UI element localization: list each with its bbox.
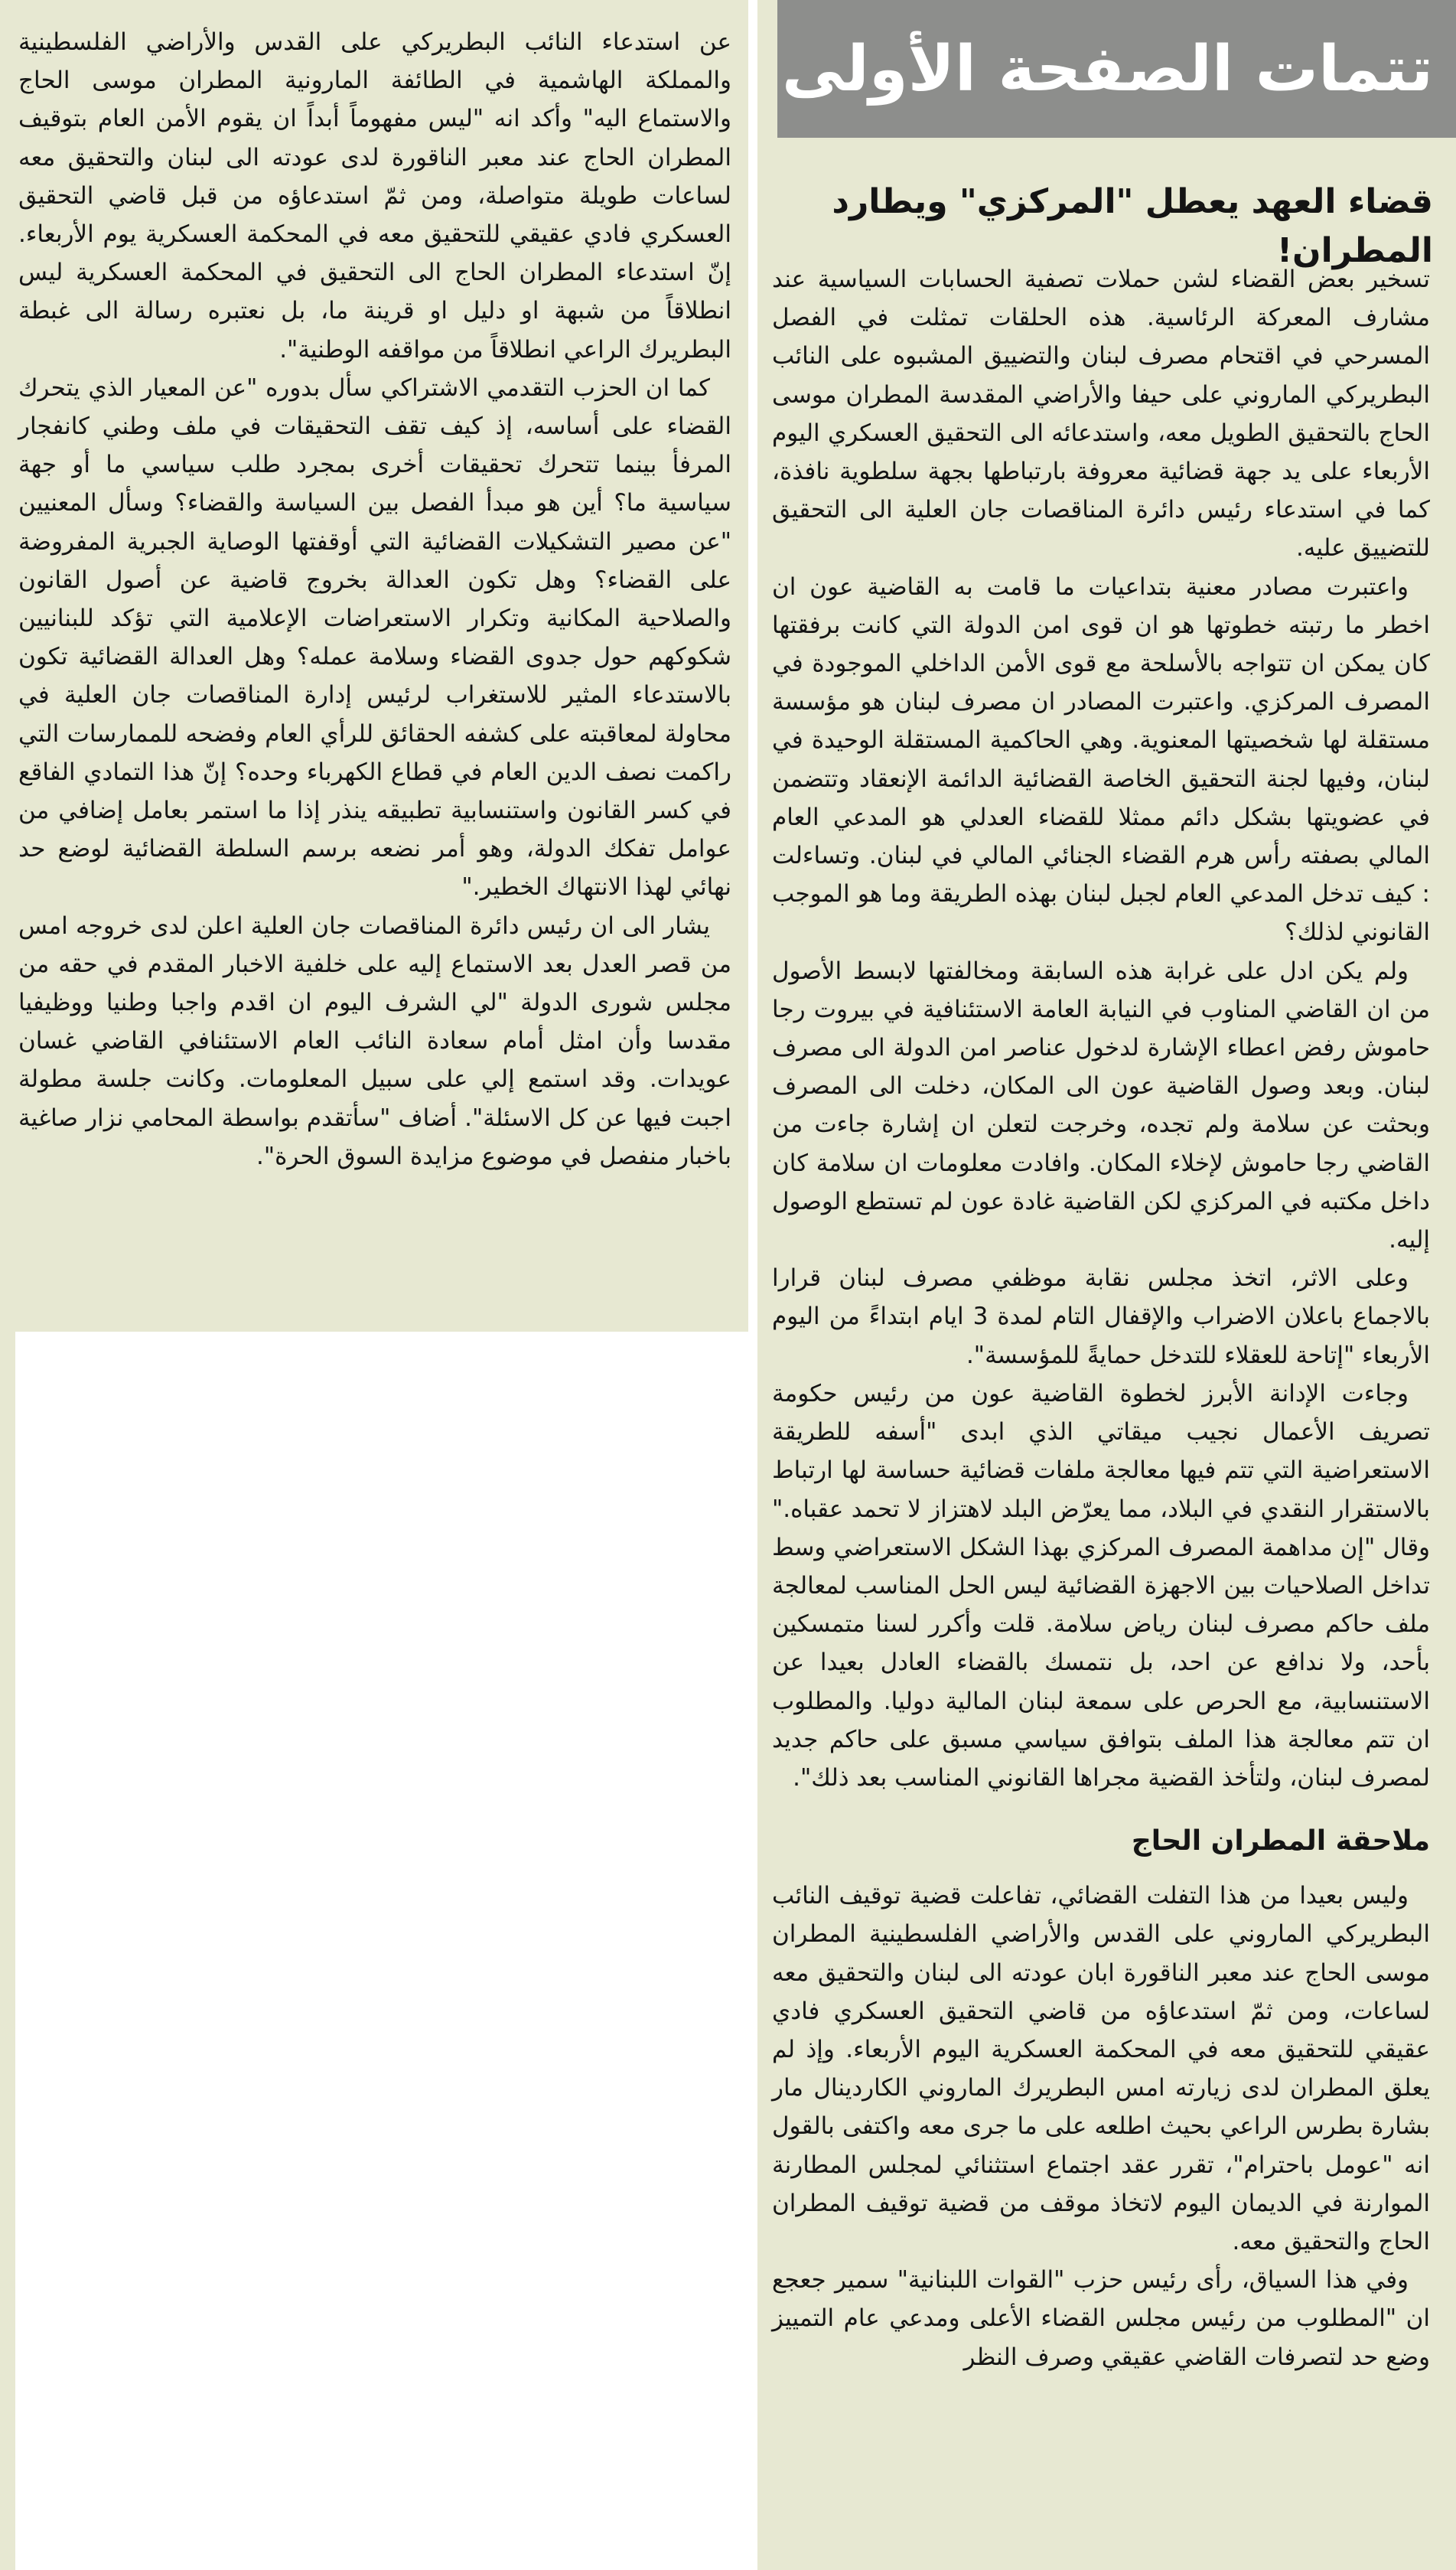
article-headline: قضاء العهد يعطل "المركزي" ويطارد المطران! — [832, 182, 1433, 270]
paragraph: واعتبرت مصادر معنية بتداعيات ما قامت به القاضية عون ان اخطر ما رتبته خطوتها هو ان قوى امن الدولة التي كانت برفقتها كان يمكن ان تتواجه بالأسلحة مع قوى الأمن الداخلي الموجودة في المصرف المركزي. واعتبرت المصادر ان مصرف لبنان هو مؤسسة مستقلة لها شخصيتها المعنوية. وهي الحاكمية المستقلة الوحيدة في لبنان، وفيها لجنة التحقيق الخاصة القضائية الدائمة الإنعقاد وتتضمن في عضويتها بشكل دائم ممثلا للقضاء العدلي هو المدعي العام المالي بصفته رأس هرم القضاء الجنائي المالي في لبنان. وتساءلت : كيف تدخل المدعي العام لجبل لبنان بهذه الطريقة وما هو الموجب القانوني لذلك؟ — [772, 572, 1430, 947]
section-subheading: ملاحقة المطران الحاج — [1131, 1825, 1430, 1857]
page-header-bar — [777, 0, 1456, 138]
right-column — [757, 0, 1456, 2570]
blank-ad-space — [15, 1332, 748, 2570]
paragraph: وجاءت الإدانة الأبرز لخطوة القاضية عون من رئيس حكومة تصريف الأعمال نجيب ميقاتي الذي ابدى "أسفه للطريقة الاستعراضية التي تتم فيها معالجة ملفات قضائية حساسة لها ارتباط بالاستقرار النقدي في البلاد، مما يعرّض البلد لاهتزاز لا تحمد عقباه." وقال "إن مداهمة المصرف المركزي بهذا الشكل الاستعراضي وسط تداخل الصلاحيات بين الاجهزة القضائية ليس الحل المناسب لمعالجة ملف حاكم مصرف لبنان رياض سلامة. قلت وأكرر لسنا متمسكين بأحد، ولا ندافع عن احد، بل نتمسك بالقضاء العادل بعيدا عن الاستنسابية، مع الحرص على سمعة لبنان المالية دوليا. والمطلوب ان تتم معالجة هذا الملف بتوافق سياسي مسبق على حاكم جديد لمصرف لبنان، ولتأخذ القضية مجراها القانوني المناسب بعد ذلك". — [772, 1379, 1430, 1792]
article-body-left — [18, 23, 731, 1176]
paragraph: تسخير بعض القضاء لشن حملات تصفية الحسابات السياسية عند مشارف المعركة الرئاسية. هذه الحلقات تمثلت في الفصل المسرحي في اقتحام مصرف لبنان والتضييق المشبوه على النائب البطريركي الماروني على حيفا والأراضي المقدسة المطران موسى الحاج بالتحقيق الطويل معه، واستدعائه الى التحقيق العسكري اليوم الأربعاء على يد جهة قضائية معروفة بارتباطها بجهة سلطوية نافذة، كما في استدعاء رئيس دائرة المناقصات جان العلية الى التحقيق للتضييق عليه. — [772, 266, 1430, 563]
article-body-right — [772, 260, 1430, 2376]
paragraph: وعلى الاثر، اتخذ مجلس نقابة موظفي مصرف لبنان قرارا بالاجماع باعلان الاضراب والإقفال التام لمدة 3 ايام ابتداءً من اليوم الأربعاء "إتاحة للعقلاء للتدخل حمايةً للمؤسسة". — [772, 1264, 1430, 1369]
column-gutter — [748, 0, 757, 2570]
paragraph: وليس بعيدا من هذا التفلت القضائي، تفاعلت قضية توقيف النائب البطريركي الماروني على القدس والأراضي الفلسطينية المطران موسى الحاج عند معبر الناقورة ابان عودته الى لبنان والتحقيق معه لساعات، ومن ثمّ استدعاؤه من قاضي التحقيق العسكري فادي عقيقي للتحقيق معه في المحكمة العسكرية اليوم الأربعاء. وإذ لم يعلق المطران لدى زيارته امس البطريرك الماروني الكاردينال مار بشارة بطرس الراعي بحيث اطلعه على ما جرى معه واكتفى بالقول انه "عومل باحترام"، تقرر عقد اجتماع استثنائي لمجلس المطارنة الموارنة في الديمان اليوم لاتخاذ موقف من قضية توقيف المطران الحاج والتحقيق معه. — [772, 1882, 1430, 2255]
paragraph: ولم يكن ادل على غرابة هذه السابقة ومخالفتها لابسط الأصول من ان القاضي المناوب في النيابة العامة الاستئنافية في بيروت رجا حاموش رفض اعطاء الإشارة لدخول عناصر امن الدولة الى مصرف لبنان. وبعد وصول القاضية عون الى المكان، دخلت الى المصرف وبحثت عن سلامة ولم تجده، وخرجت لتعلن ان إشارة جاءت من القاضي رجا حاموش لإخلاء المكان. وافادت معلومات ان سلامة كان داخل مكتبه في المركزي لكن القاضية غادة عون لم تستطع الوصول إليه. — [772, 957, 1430, 1254]
paragraph: وفي هذا السياق، رأى رئيس حزب "القوات اللبنانية" سمير جعجع ان "المطلوب من رئيس مجلس القضاء الأعلى ومدعي عام التمييز وضع حد لتصرفات القاضي عقيقي وصرف النظر — [772, 2266, 1430, 2371]
paragraph: عن استدعاء النائب البطريركي على القدس والأراضي الفلسطينية والمملكة الهاشمية في الطائفة المارونية المطران موسى الحاج والاستماع اليه" وأكد انه "ليس مفهوماً أبداً ان يقوم الأمن العام بتوقيف المطران الحاج عند معبر الناقورة لدى عودته الى لبنان والتحقيق معه لساعات طويلة متواصلة، ومن ثمّ استدعاؤه من قبل قاضي التحقيق العسكري فادي عقيقي للتحقيق معه في المحكمة العسكرية يوم الأربعاء. إنّ استدعاء المطران الحاج الى التحقيق في المحكمة العسكرية ليس انطلاقاً من شبهة او دليل او قرينة ما، بل نعتبره رسالة الى غبطة البطريرك الراعي انطلاقاً من مواقفه الوطنية". — [18, 28, 731, 364]
page-title: تتمات الصفحة الأولى — [782, 32, 1433, 106]
paragraph: كما ان الحزب التقدمي الاشتراكي سأل بدوره "عن المعيار الذي يتحرك القضاء على أساسه، إذ كيف تقف التحقيقات في ملف وطني كانفجار المرفأ بينما تتحرك تحقيقات أخرى بمجرد طلب سياسي ما أو جهة سياسية ما؟ أين هو مبدأ الفصل بين السياسة والقضاء؟ وسأل المعنيين "عن مصير التشكيلات القضائية التي أوقفتها الوصاية الجبرية المفروضة على القضاء؟ وهل تكون العدالة بخروج قاضية عن أصول القانون والصلاحية المكانية وتكرار الاستعراضات الإعلامية التي تؤكد للبنانيين شكوكهم حول جدوى القضاء وسلامة عمله؟ وهل العدالة القضائية تكون بالاستدعاء المثير للاستغراب لرئيس إدارة المناقصات جان العلية في محاولة لمعاقبته على كشفه الحقائق للرأي العام وفضحه للممارسات التي راكمت نصف الدين العام في قطاع الكهرباء وحده؟ إنّ هذا التمادي الفاقع في كسر القانون واستنسابية تطبيقه ينذر إذا ما استمر بعامل إضافي من عوامل تفكك الدولة، وهو أمر نضعه برسم السلطة القضائية لوضع حد نهائي لهذا الانتهاك الخطير." — [18, 373, 731, 902]
paragraph: يشار الى ان رئيس دائرة المناقصات جان العلية اعلن لدى خروجه امس من قصر العدل بعد الاستماع إليه على خلفية الاخبار المقدم في حقه من مجلس شورى الدولة "لي الشرف اليوم ان اقدم واجبا وطنيا ووظيفيا مقدسا وأن امثل أمام سعادة النائب العام الاستئنافي القاضي غسان عويدات. وقد استمع إلي على سبيل المعلومات. وكانت جلسة مطولة اجبت فيها عن كل الاسئلة". أضاف "سأتقدم بواسطة المحامي نزار صاغية باخبار منفصل في موضوع مزايدة السوق الحرة". — [18, 912, 731, 1170]
